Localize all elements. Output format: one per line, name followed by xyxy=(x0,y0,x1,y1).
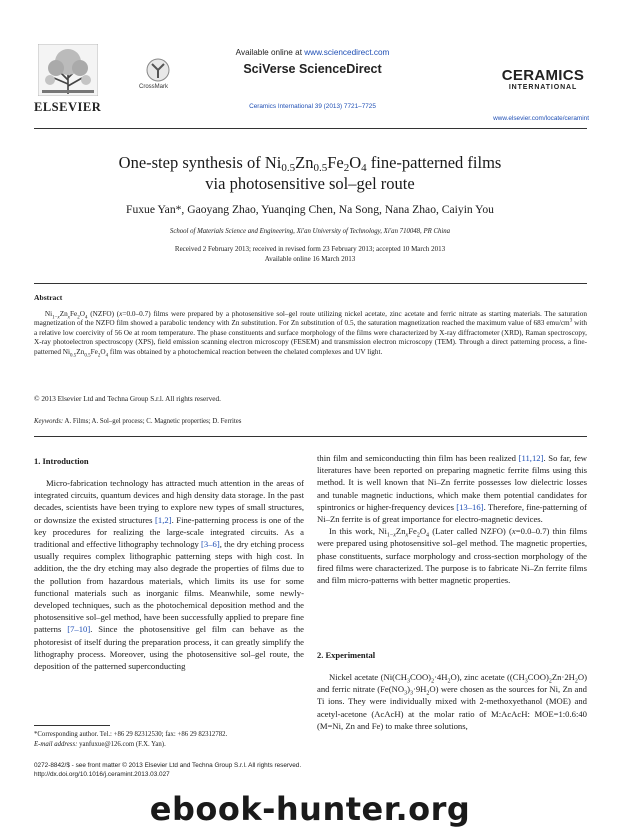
elsevier-tree-logo xyxy=(38,44,98,96)
introduction-body: Micro-fabrication technology has attracted much attention in the areas of integrated circuits, quantum devices and high density data storage. In the past decades, scientists have been trying to explore new types of small structures, or downsize the existed structures [1,2]. Fine-patterning process is one of the key procedures for realizing the large-scale integrated circuits. As a traditional and effective lithography technology [3–6], the dry etching process usually requires complex lithographic patterning steps with high cost. In addition, the the dry etching may also degrade the properties of films due to the pollution from hazardous materials, which limits its use for some functional materials such as inorganic films. Meanwhile, some newly-developed techniques, such as the photochemical deposition method and the photosensitive sol–gel method, have been successfully applied to prepare fine patterns [7–10]. Since the photosensitive gel film can behave as the photoresist of itself during the preparation process, it can greatly simplify the lithography process. Moreover, using the photosensitive sol–gel route, the deposition of the patterned superconducting xyxy=(34,478,305,672)
available-online-prefix: Available online at xyxy=(235,48,305,57)
experimental-heading: 2. Experimental xyxy=(317,650,376,660)
abstract-bottom-rule xyxy=(34,436,587,437)
journal-logo-line2: INTERNATIONAL xyxy=(508,84,578,91)
keywords-list: A. Films; A. Sol–gel process; C. Magnetic properties; D. Ferrites xyxy=(64,418,242,425)
article-title-line2: via photosensitive sol–gel route xyxy=(205,174,415,193)
header-rule xyxy=(34,128,587,129)
crossmark-label: CrossMark xyxy=(139,84,169,90)
journal-logo xyxy=(498,68,588,91)
journal-logo-line1: CERAMICS xyxy=(501,67,585,84)
journal-citation-link[interactable]: Ceramics International 39 (2013) 7721–7725 xyxy=(249,103,376,110)
abstract-copyright: © 2013 Elsevier Ltd and Techna Group S.r.l. All rights reserved. xyxy=(34,395,221,403)
abstract-top-rule xyxy=(34,283,587,284)
watermark: ebook-hunter.org xyxy=(149,790,471,828)
keywords xyxy=(34,418,241,425)
footnote-rule xyxy=(34,725,110,726)
experimental-body: Nickel acetate $(Ni(CH_3COO)_2\cdot 4H_2O)$, zinc acetate $((CH_3COO)_2Zn\cdot 2H_2O)$ and ferric nitrate $(Fe(NO_3)_3\cdot 9H_2O)$ were chosen as the sources for Ni, Zn and Ti ions. They were individually mixed with 2-methoxyethanol (MOE) and acetyl-acetone (AcAcH) at the molar ratio of M:AcAcH: MOE=1:0.6:40 (M=Ni, Zn and Fe) to make three solutions, xyxy=(317,672,587,731)
author-email-link[interactable]: yanfuxue@126.com (F.X. Yan). xyxy=(79,740,166,748)
article-history xyxy=(40,245,580,264)
corresponding-author: *Corresponding author. Tel.: +86 29 82312530; fax: +86 29 82312782. xyxy=(34,731,228,738)
issn-line: 0272-8842/$ - see front matter © 2013 Elsevier Ltd and Techna Group S.r.l. All rights reserved. xyxy=(34,762,302,769)
platform-name: SciVerse ScienceDirect xyxy=(243,62,382,76)
affiliation: School of Materials Science and Engineering, Xi'an University of Technology, Xi'an 710048, PR China xyxy=(169,228,451,235)
sciencedirect-link[interactable]: www.sciencedirect.com xyxy=(304,48,390,57)
abstract-heading: Abstract xyxy=(34,293,63,302)
journal-homepage-link[interactable]: www.elsevier.com/locate/ceramint xyxy=(493,115,589,122)
doi-link[interactable]: http://dx.doi.org/10.1016/j.ceramint.2013.03.027 xyxy=(34,770,170,778)
keywords-label: Keywords: xyxy=(34,418,64,425)
publisher-wordmark: ELSEVIER xyxy=(34,100,102,114)
abstract-body: $Ni_{1-x}Zn_xFe_2O_4$ (NZFO) (x=0.0–0.7) films were prepared by a photosensitive sol–gel route utilizing nickel acetate, zinc acetate and ferric nitrate as starting materials. The saturation magnetization of the NZFO film showed a parabolic tendency with Zn substitution. For Zn substitution of 0.5, the saturation magnetization reached the maximum value of 683 emu/$cm^3$ with a relative low coercivity of 56 Oe at room temperature. The phase constituents and surface morphology of the films were characterized by X-ray diffractometer (XRD), Raman spectroscopy, X-ray photoelectron spectroscopy (XPS), field emission scanning electron microscopy (FESEM) and transmission electron microscopy (TEM). Through a direct patterning process, a fine-patterned $Ni_{0.5}Zn_{0.5}Fe_2O_4$ film was obtained by a photochemical reaction between the chelated complexes and UV light. xyxy=(34,310,588,359)
author-list: Fuxue Yan*, Gaoyang Zhao, Yuanqing Chen, Na Song, Nana Zhao, Caiyin You xyxy=(126,203,494,216)
received-dates: Received 2 February 2013; received in revised form 23 February 2013; accepted 10 March 2013 xyxy=(174,245,446,253)
email-label: E-mail address: xyxy=(34,740,78,748)
article-title: One-step synthesis of $Ni_{0.5}Zn_{0.5}Fe_2O_4$ fine-patterned films via photosensitive sol–gel route xyxy=(118,153,502,193)
available-online-line xyxy=(210,48,415,57)
available-date: Available online 16 March 2013 xyxy=(264,254,356,263)
introduction-heading: 1. Introduction xyxy=(34,456,89,466)
corresponding-author-footnote xyxy=(34,730,304,749)
introduction-continued: thin film and semiconducting thin film has been realized [11,12]. So far, few literatures have been reported on preparing magnetic ferrite films using this method. It is well known that Ni–Zn ferrite possesses low dielectric losses and tunable magnetic inductions, which make them potential candidates for spintronics or higher-frequency devices [13–16]. Therefore, fine-patterning of Ni–Zn ferrite is of great importance for electro-magnetic devices. In this work, $Ni_{1-x}Zn_xFe_2O_4$ (Later called NZFO) (x=0.0–0.7) thin films were prepared using photosensitive sol–gel method. The magnetic properties, phase constituents, surface morphology and cross-section morphology of the fired films were characterized. The purpose is to fabricate Ni–Zn ferrite films and film micro-patterns with better magnetic properties. xyxy=(317,453,588,586)
front-matter-info xyxy=(34,762,394,779)
